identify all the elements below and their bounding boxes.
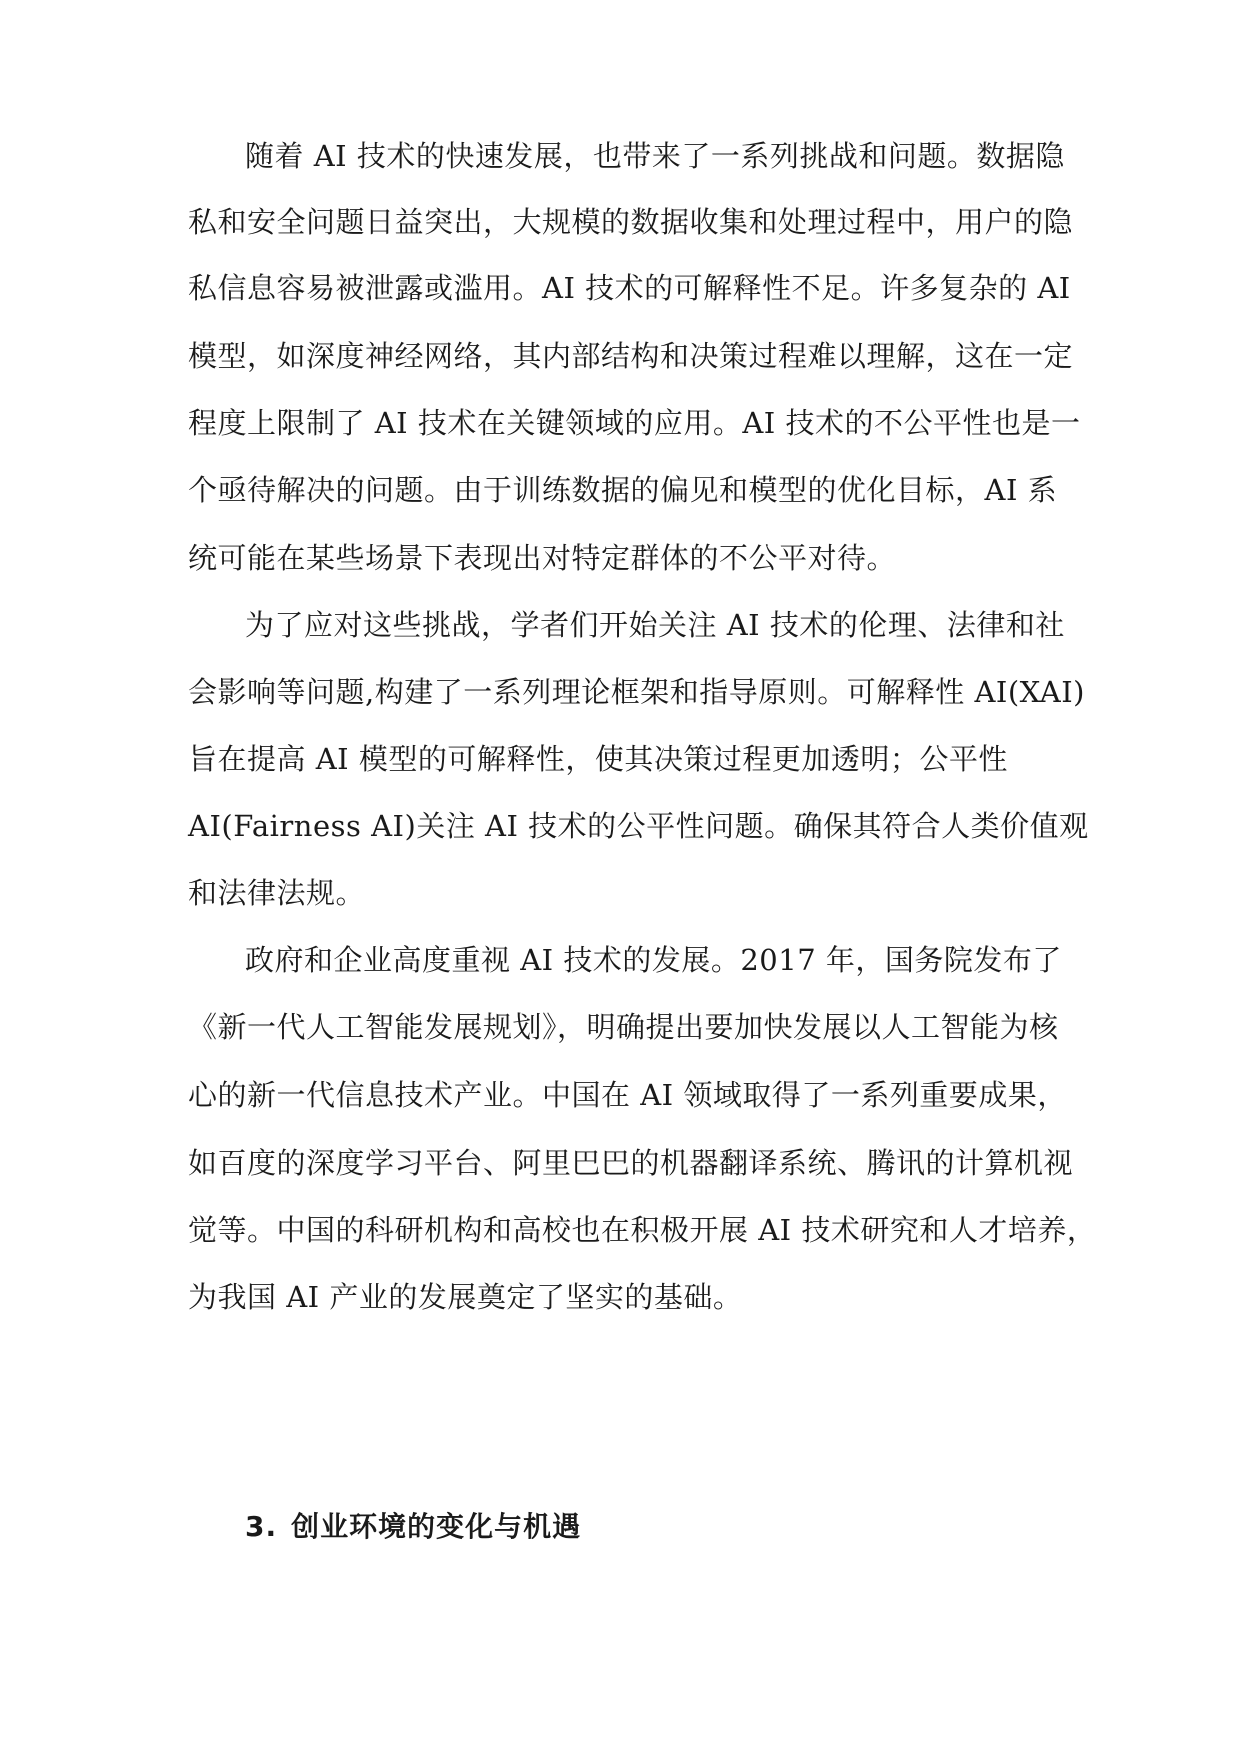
section-number: 3. bbox=[245, 1510, 278, 1543]
text-line: 觉等。中国的科研机构和高校也在积极开展 AI 技术研究和人才培养， bbox=[188, 1213, 1097, 1247]
text-line: 私信息容易被泄露或滥用。AI 技术的可解释性不足。许多复杂的 AI bbox=[188, 271, 1071, 305]
text-line: 私和安全问题日益突出，大规模的数据收集和处理过程中，用户的隐 bbox=[188, 205, 1074, 239]
text-line: 如百度的深度学习平台、阿里巴巴的机器翻译系统、腾讯的计算机视 bbox=[188, 1146, 1074, 1180]
text-line: 程度上限制了 AI 技术在关键领域的应用。AI 技术的不公平性也是一 bbox=[188, 406, 1081, 440]
text-line: 会影响等问题,构建了一系列理论框架和指导原则。可解释性 AI(XAI) bbox=[188, 675, 1085, 709]
text-line: 个亟待解决的问题。由于训练数据的偏见和模型的优化目标，AI 系 bbox=[188, 473, 1058, 507]
text-line: AI(Fairness AI)关注 AI 技术的公平性问题。确保其符合人类价值观 bbox=[188, 809, 1089, 843]
text-line: 和法律法规。 bbox=[188, 876, 366, 910]
text-line: 《新一代人工智能发展规划》，明确提出要加快发展以人工智能为核 bbox=[188, 1010, 1059, 1044]
text-line: 随着 AI 技术的快速发展，也带来了一系列挑战和问题。数据隐 bbox=[245, 139, 1065, 173]
text-line: 旨在提高 AI 模型的可解释性，使其决策过程更加透明；公平性 bbox=[188, 742, 1008, 776]
text-line: 为我国 AI 产业的发展奠定了坚实的基础。 bbox=[188, 1280, 743, 1314]
text-line: 模型，如深度神经网络，其内部结构和决策过程难以理解，这在一定 bbox=[188, 339, 1074, 373]
text-line: 统可能在某些场景下表现出对特定群体的不公平对待。 bbox=[188, 541, 897, 575]
text-line: 政府和企业高度重视 AI 技术的发展。2017 年，国务院发布了 bbox=[245, 943, 1062, 977]
section-title: 创业环境的变化与机遇 bbox=[291, 1510, 582, 1543]
text-line: 为了应对这些挑战，学者们开始关注 AI 技术的伦理、法律和社 bbox=[245, 608, 1065, 642]
text-line: 心的新一代信息技术产业。中国在 AI 领域取得了一系列重要成果， bbox=[188, 1078, 1067, 1112]
section-heading bbox=[245, 1507, 581, 1547]
